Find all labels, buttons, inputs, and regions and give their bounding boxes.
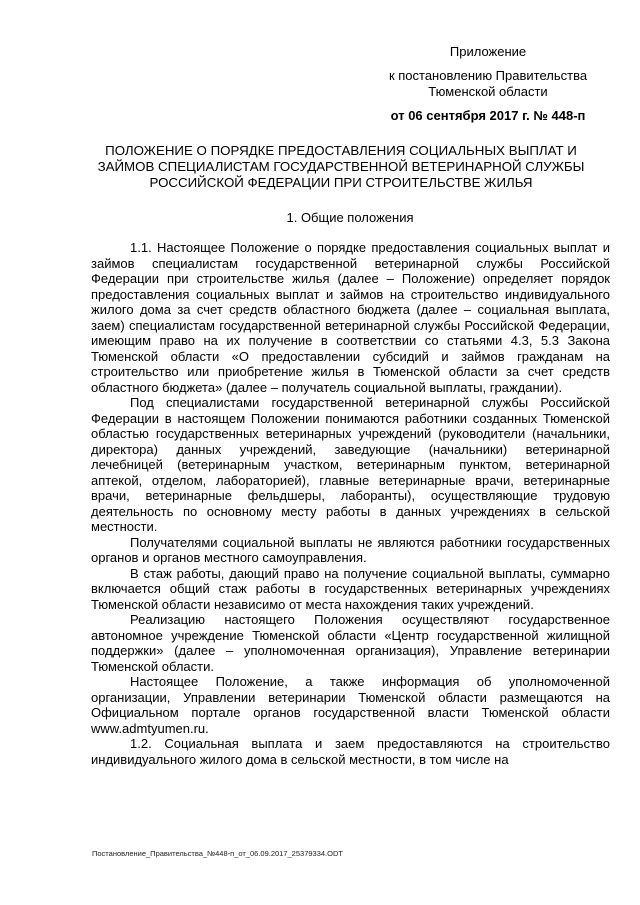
paragraph-publication: Настоящее Положение, а также информация об уполномоченной организации, Управлении ветеринарии Тюменской области размещаются на Официальном портале органов государственной власти Тюменской области www.admtyumen.ru.	[91, 674, 610, 736]
paragraph-1-2: 1.2. Социальная выплата и заем предоставляются на строительство индивидуального жилого дома в сельской местности, в том числе на	[91, 736, 610, 767]
paragraph-work-experience: В стаж работы, дающий право на получение социальной выплаты, суммарно включается общий стаж работы в государственных ветеринарных учреждениях Тюменской области независимо от места нахождения таких учреждений.	[91, 565, 610, 612]
document-body	[91, 240, 610, 767]
attachment-title: Приложение	[449, 44, 527, 59]
document-title	[70, 143, 612, 191]
document-title-line-3: РОССИЙСКОЙ ФЕДЕРАЦИИ ПРИ СТРОИТЕЛЬСТВЕ ЖИЛЬЯ	[149, 175, 533, 190]
section-heading: 1. Общие положения	[286, 210, 414, 225]
attachment-line-2: Тюменской области	[428, 84, 548, 99]
attachment-line-1: к постановлению Правительства	[388, 68, 588, 83]
attachment-date-number: от 06 сентября 2017 г. № 448-п	[390, 108, 586, 123]
document-title-line-2: ЗАЙМОВ СПЕЦИАЛИСТАМ ГОСУДАРСТВЕННОЙ ВЕТЕРИНАРНОЙ СЛУЖБЫ	[97, 159, 585, 174]
attachment-block	[368, 44, 608, 124]
footer-filename: Постановление_Правительства_№448-п_от_06.09.2017_25379334.ODT	[92, 849, 343, 858]
paragraph-exclusions: Получателями социальной выплаты не являются работники государственных органов и органов местного самоуправления.	[91, 534, 610, 565]
paragraph-implementation: Реализацию настоящего Положения осуществляют государственное автономное учреждение Тюменской области «Центр государственной жилищной поддержки» (далее – уполномоченная организация), Управление ветеринарии Тюменской области.	[91, 612, 610, 674]
document-title-line-1: ПОЛОЖЕНИЕ О ПОРЯДКЕ ПРЕДОСТАВЛЕНИЯ СОЦИАЛЬНЫХ ВЫПЛАТ И	[105, 143, 577, 158]
paragraph-specialists-definition: Под специалистами государственной ветеринарной службы Российской Федерации в настоящем Положении понимаются работники созданных Тюменской областью государственных ветеринарных учреждений (руководители (начальники, директора) данных учреждений, заведующие (начальники) ветеринарной лечебницей (ветеринарным участком, ветеринарным пунктом, ветеринарной аптекой, отделом, лабораторией), главные ветеринарные врачи, ветеринарные врачи, ветеринарные фельдшеры, лаборанты), осуществляющие трудовую деятельность по основному месту работы в данных учреждениях в сельской местности.	[91, 395, 610, 534]
paragraph-1-1: 1.1. Настоящее Положение о порядке предоставления социальных выплат и займов специалистам государственной ветеринарной службы Российской Федерации при строительстве жилья (далее – Положение) определяет порядок предоставления социальных выплат и займов на строительство индивидуального жилого дома за счет средств областного бюджета (далее – социальная выплата, заем) специалистам государственной ветеринарной службы Российской Федерации, имеющим право на их получение в соответствии со статьями 4.3, 5.3 Закона Тюменской области «О предоставлении субсидий и займов гражданам на строительство или приобретение жилья в Тюменской области за счет средств областного бюджета» (далее – получатель социальной выплаты, граждании).	[91, 240, 610, 395]
